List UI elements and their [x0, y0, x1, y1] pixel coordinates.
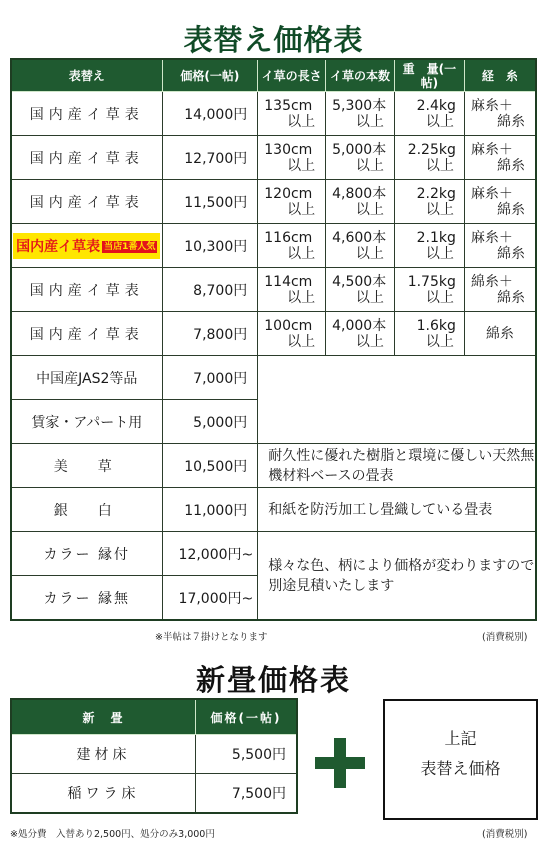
row-name: 建材床: [11, 735, 195, 774]
row-weight: 2.1kg 以上: [394, 224, 464, 268]
note-color: 様々な色、柄により価格が変わりますので別途見積いたします: [258, 532, 536, 621]
row-count: 4,800本 以上: [326, 180, 395, 224]
table-row: [11, 774, 297, 814]
row-warp: 綿糸＋ 綿糸: [464, 268, 536, 312]
plus-box-line2: 表替え価格: [420, 759, 501, 778]
plus-box: [383, 699, 538, 820]
row-name: 銀 白: [11, 488, 162, 532]
note-bisou: 耐久性に優れた樹脂と環境に優しい天然無機材料ベースの畳表: [258, 444, 536, 488]
tax-note-2: (消費税別): [482, 829, 528, 840]
header-cover: 表替え: [11, 59, 162, 92]
row-name: 国内産イ草表: [11, 92, 162, 136]
row-name: 賃家・アパート用: [11, 400, 162, 444]
popular-badge: 当店1番人気: [104, 241, 156, 252]
table-row-highlight: [11, 224, 536, 268]
header-count: イ草の本数: [326, 59, 395, 92]
row-name: 国内産イ草表: [11, 312, 162, 356]
row-weight: 2.4kg 以上: [394, 92, 464, 136]
table-row: [11, 735, 297, 774]
half-mat-note: ※半帖は７掛けとなります: [155, 632, 268, 643]
row-price: 12,700円: [162, 136, 258, 180]
row-warp: 麻糸＋ 綿糸: [464, 136, 536, 180]
table-row: [11, 92, 536, 136]
row-price: 7,800円: [162, 312, 258, 356]
row-count: 5,000本 以上: [326, 136, 395, 180]
row-price: 10,300円: [162, 224, 258, 268]
row-length: 100cm 以上: [258, 312, 326, 356]
table-header-row: [11, 59, 536, 92]
row-price: 11,000円: [162, 488, 258, 532]
row-weight: 2.25kg 以上: [394, 136, 464, 180]
row-price: 7,500円: [195, 774, 297, 814]
header-length: イ草の長さ: [258, 59, 326, 92]
table-row: [11, 136, 536, 180]
header-weight: 重 量(一帖): [394, 59, 464, 92]
table-header-row: [11, 699, 297, 735]
row-name-highlight: [11, 224, 162, 268]
row-warp: 麻糸＋ 綿糸: [464, 180, 536, 224]
header-price: 価格(一帖): [162, 59, 258, 92]
new-tatami-title: 新畳価格表: [195, 663, 351, 697]
header-warp: 経 糸: [464, 59, 536, 92]
row-count: 4,000本 以上: [326, 312, 395, 356]
row-length: 135cm 以上: [258, 92, 326, 136]
row-length: 116cm 以上: [258, 224, 326, 268]
row-price: 17,000円~: [162, 576, 258, 621]
row-price: 5,000円: [162, 400, 258, 444]
row-weight: 2.2kg 以上: [394, 180, 464, 224]
row-name: 国内産イ草表: [11, 180, 162, 224]
re-covering-price-table: [10, 58, 537, 621]
row-length: 120cm 以上: [258, 180, 326, 224]
table-row: [11, 268, 536, 312]
note-ginpaku: 和紙を防汚加工し畳織している畳表: [258, 488, 536, 532]
row-name: カラー 縁付: [11, 532, 162, 576]
table-row: [11, 488, 536, 532]
header-price: 価格(一帖): [195, 699, 297, 735]
disposal-note: ※処分費 入替あり2,500円、処分のみ3,000円: [10, 829, 215, 840]
table-row: [11, 532, 536, 576]
row-price: 12,000円~: [162, 532, 258, 576]
empty-cell: [258, 356, 536, 444]
page-title: 表替え価格表: [183, 23, 364, 57]
row-name: 美 草: [11, 444, 162, 488]
plus-icon: [315, 738, 365, 788]
row-weight: 1.75kg 以上: [394, 268, 464, 312]
row-name: 国内産イ草表: [11, 136, 162, 180]
tax-note: (消費税別): [482, 632, 528, 643]
row-price: 10,500円: [162, 444, 258, 488]
row-price: 8,700円: [162, 268, 258, 312]
row-length: 114cm 以上: [258, 268, 326, 312]
popular-label: 国内産イ草表 当店1番人気: [13, 233, 160, 259]
row-count: 5,300本 以上: [326, 92, 395, 136]
row-price: 11,500円: [162, 180, 258, 224]
row-name: 稲ワラ床: [11, 774, 195, 814]
table-row: [11, 180, 536, 224]
table-row: [11, 444, 536, 488]
row-name: 中国産JAS2等品: [11, 356, 162, 400]
plus-box-line1: 上記: [444, 729, 477, 748]
row-price: 5,500円: [195, 735, 297, 774]
table-row: [11, 356, 536, 400]
row-name: カラー 縁無: [11, 576, 162, 621]
row-price: 14,000円: [162, 92, 258, 136]
row-count: 4,600本 以上: [326, 224, 395, 268]
new-tatami-price-table: [10, 698, 298, 814]
row-count: 4,500本 以上: [326, 268, 395, 312]
row-warp: 綿糸: [464, 312, 536, 356]
header-new-tatami: 新 畳: [11, 699, 195, 735]
row-length: 130cm 以上: [258, 136, 326, 180]
row-warp: 麻糸＋ 綿糸: [464, 224, 536, 268]
row-price: 7,000円: [162, 356, 258, 400]
row-weight: 1.6kg 以上: [394, 312, 464, 356]
row-warp: 麻糸＋ 綿糸: [464, 92, 536, 136]
row-name: 国内産イ草表: [11, 268, 162, 312]
table-row: [11, 312, 536, 356]
